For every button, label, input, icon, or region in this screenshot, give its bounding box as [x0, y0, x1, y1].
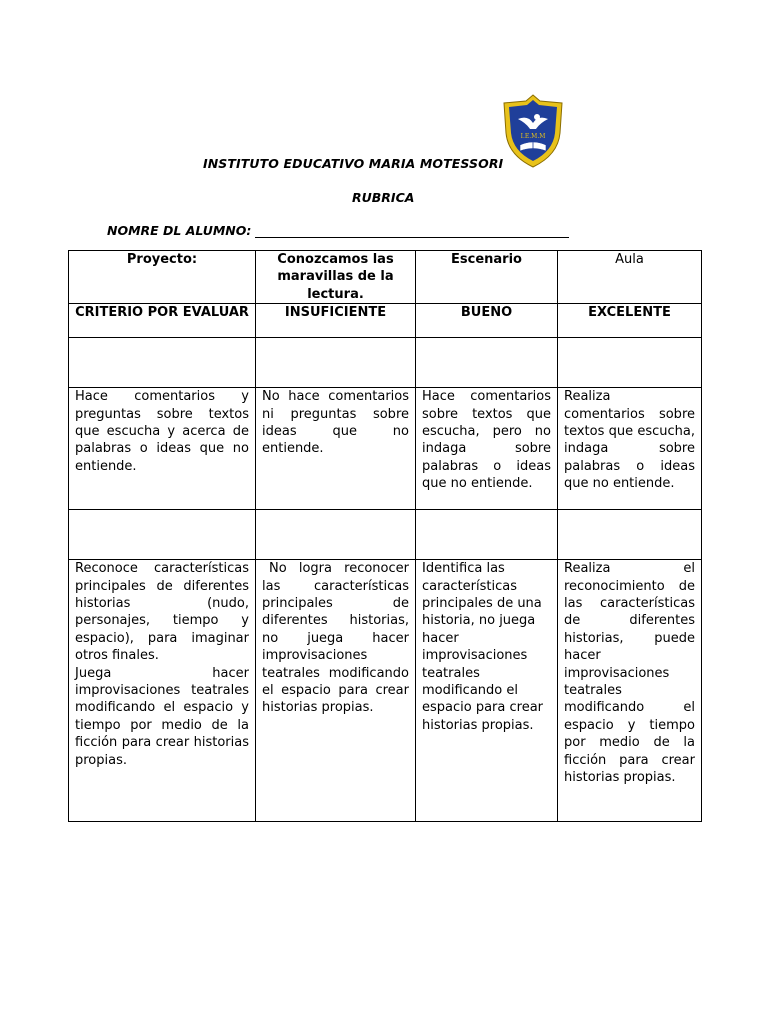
- empty-cell: [558, 510, 702, 560]
- empty-row: [69, 510, 702, 560]
- criterion-row: [69, 388, 702, 510]
- scenario-label: Escenario: [416, 251, 558, 304]
- empty-cell: [69, 510, 256, 560]
- criterion-paragraph: Reconoce características principales de diferentes historias (nudo, personajes, tiempo y espacio), para imaginar otros finales.: [75, 561, 249, 664]
- criterion-paragraph: Juega hacer improvisaciones teatrales modificando el espacio y tiempo por medio de la ficción para crear historias propias.: [75, 665, 249, 768]
- empty-row: [69, 338, 702, 388]
- col-criterion: CRITERIO POR EVALUAR: [69, 304, 256, 338]
- empty-cell: [256, 510, 416, 560]
- good-cell: Identifica las características principales de una historia, no juega hacer improvisaciones teatrales modificando el espacio para crear historias propias.: [416, 560, 558, 822]
- empty-cell: [69, 338, 256, 388]
- project-label: Proyecto:: [69, 251, 256, 304]
- column-header-row: [69, 304, 702, 338]
- scenario-value: Aula: [558, 251, 702, 304]
- criterion-cell: [69, 560, 256, 822]
- empty-cell: [256, 338, 416, 388]
- project-value: Conozcamos las maravillas de la lectura.: [256, 251, 416, 304]
- col-good: BUENO: [416, 304, 558, 338]
- empty-cell: [416, 510, 558, 560]
- school-crest-logo: [500, 93, 566, 169]
- empty-cell: [416, 338, 558, 388]
- col-excellent: EXCELENTE: [558, 304, 702, 338]
- rubric-table: [68, 250, 702, 822]
- insufficient-cell: No hace comentarios ni preguntas sobre ideas que no entiende.: [256, 388, 416, 510]
- criterion-cell: Hace comentarios y preguntas sobre textos que escucha y acerca de palabras o ideas que no entiende.: [69, 388, 256, 510]
- excellent-cell: Realiza comentarios sobre textos que escucha, indaga sobre palabras o ideas que no entiende.: [558, 388, 702, 510]
- document-title: RUBRICA: [352, 190, 415, 205]
- excellent-cell: Realiza el reconocimiento de las características de diferentes historias, puede hacer improvisaciones teatrales modificando el espacio y tiempo por medio de la ficción para crear historias propias.: [558, 560, 702, 822]
- student-name-label: NOMRE DL ALUMNO:: [107, 223, 252, 238]
- student-name-blank[interactable]: [255, 224, 569, 238]
- insufficient-cell: No logra reconocer las características principales de diferentes historias, no juega hacer improvisaciones teatrales modificando el espacio para crear historias propias.: [256, 560, 416, 822]
- empty-cell: [558, 338, 702, 388]
- student-name-line: [107, 223, 569, 238]
- good-cell: Hace comentarios sobre textos que escucha, pero no indaga sobre palabras o ideas que no entiende.: [416, 388, 558, 510]
- col-insufficient: INSUFICIENTE: [256, 304, 416, 338]
- criterion-row: [69, 560, 702, 822]
- crest-text: I.E.M.M: [520, 133, 546, 140]
- project-row: [69, 251, 702, 304]
- institution-title: INSTITUTO EDUCATIVO MARIA MOTESSORI: [203, 156, 504, 171]
